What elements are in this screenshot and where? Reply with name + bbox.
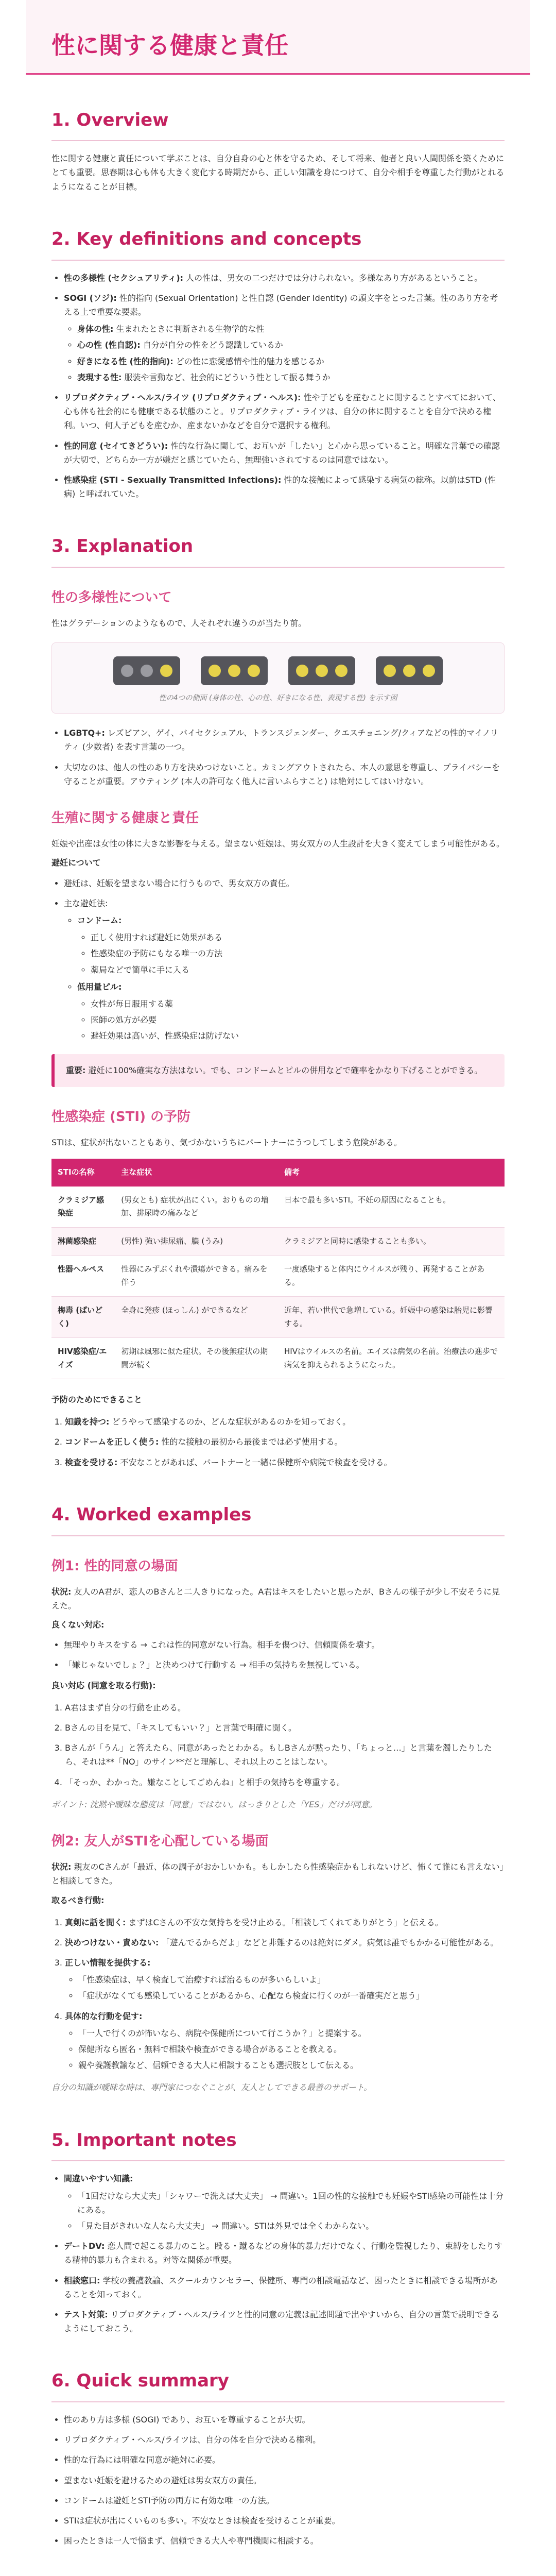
action-sub-item: ◦ 親や養護教諭など、信頼できる大人に相談することも選択肢として伝える。 (78, 2058, 505, 2072)
important-text: 避妊に100%確実な方法はない。でも、コンドームとピルの併用などで確率をかなり下げることができる。 (88, 1065, 483, 1076)
definition-desc: 性的な接触によって感染する病気の総称。以前はSTD (性病) と呼ばれていた。 (64, 474, 496, 499)
summary-item: • 性的な行為には明確な同意が絶対に必要。 (64, 2453, 505, 2467)
prevention-term: 検査を受ける: (65, 1457, 118, 1467)
signal-light (376, 656, 443, 685)
definition-term: SOGI (ソジ): (64, 293, 117, 303)
sti-symptoms: 全身に発疹 (ほっしん) ができるなど (115, 1297, 278, 1338)
situation-label: 状況: (51, 1862, 72, 1872)
sti-title: 性感染症 (STI) の予防 (51, 1109, 191, 1125)
bad-item: • 無理やりキスをする → これは性的同意がない行為。相手を傷つけ、信頼関係を壊す。 (64, 1638, 505, 1652)
note-sub-item: ◦ 「見た目がきれいな人なら大丈夫」 → 間違い。STIは外見では全くわからない。 (77, 2219, 505, 2233)
summary-item: • 性のあり方は多様 (SOGI) であり、お互いを尊重することが大切。 (64, 2413, 505, 2427)
diversity-bullet (64, 760, 505, 788)
important-callout (51, 1054, 505, 1087)
contraception-point (64, 876, 505, 890)
sti-name: 淋菌感染症 (51, 1227, 115, 1256)
definitions-title: 2. Key definitions and concepts (51, 225, 505, 261)
definition-term: 性的同意 (セイてきどうい): (64, 440, 168, 451)
sogi-desc: 生まれたときに判断される生物学的な性 (116, 324, 265, 334)
sti-header-name: STIの名称 (51, 1159, 115, 1187)
sogi-desc: 自分が自分の性をどう認識しているか (143, 340, 283, 350)
action-sub-item: ◦ 「症状がなくても感染していることがあるから、心配なら検査に行くのが一番確実だと思う」 (78, 1989, 505, 2003)
table-row (51, 1297, 505, 1338)
note-item (64, 2308, 505, 2335)
method-detail: ◦ 医師の処方が必要 (91, 1013, 505, 1027)
prevention-desc: 不安なことがあれば、パートナーと一緒に保健所や病院で検査を受ける。 (120, 1457, 392, 1467)
note-term: 間違いやすい知識: (64, 2174, 133, 2184)
example2-note: 自分の知識が曖昧な時は、専門家につなぐことが、友人としてできる最善のサポート。 (51, 2082, 372, 2093)
method-term: コンドーム: (77, 915, 122, 925)
sti-notes: 日本で最も多いSTI。不妊の原因になることも。 (278, 1187, 505, 1228)
sogi-term: 身体の性: (77, 324, 114, 334)
notes-list (51, 2172, 505, 2335)
method-detail: ◦ 避妊効果は高いが、性感染症は防げない (91, 1029, 505, 1043)
contraception-point (64, 896, 505, 1043)
sti-name: クラミジア感染症 (51, 1187, 115, 1228)
sti-name: 性器ヘルペス (51, 1256, 115, 1297)
note-item (64, 2172, 505, 2233)
examples-title: 4. Worked examples (51, 1500, 505, 1536)
sogi-item (77, 322, 505, 336)
good-item: 2. Bさんの目を見て、「キスしてもいい？」と言葉で明確に聞く。 (65, 1721, 505, 1735)
method-term: 低用量ピル: (77, 981, 122, 992)
definition-item (64, 391, 505, 433)
summary-item: • リプロダクティブ・ヘルス/ライツは、自分の体を自分で決める権利。 (64, 2433, 505, 2447)
summary-list (51, 2413, 505, 2548)
actions-list (51, 1916, 505, 2073)
bullet-term: LGBTQ+: (64, 728, 105, 738)
note-term: デートDV: (64, 2241, 105, 2251)
signal-dot (296, 665, 308, 677)
example1-situation (51, 1585, 505, 1613)
prevention-item (65, 1415, 505, 1429)
explanation-title: 3. Explanation (51, 532, 505, 568)
prevention-item (65, 1435, 505, 1449)
sti-intro: STIは、症状が出ないこともあり、気づかないうちにパートナーにうつしてしまう危険がある。 (51, 1137, 402, 1147)
action-sub-item: ◦ 「性感染症は、早く検査して治療すれば治るものが多いらしいよ」 (78, 1973, 505, 1987)
overview-text: 性に関する健康と責任について学ぶことは、自分自身の心と体を守るため、そして将来、他者と良い人間関係を築くためにとても重要。思春期は心も体も大きく変化する時期だから、正しい知識を身につけて、自分や相手を尊重した行動がとれるようになることが目標。 (51, 154, 505, 192)
definition-item (64, 439, 505, 467)
good-label: 良い対応 (同意を取る行動): (51, 1680, 156, 1690)
bad-list (51, 1638, 505, 1672)
sti-notes: HIVはウイルスの名前。エイズは病気の名前。治療法の進歩で病気を抑えられるようになった。 (278, 1338, 505, 1379)
good-item: 3. Bさんが「うん」と答えたら、同意があったとわかる。もしBさんが黙ったり、「ちょっと…」と言葉を濁したりしたら、それは**「NO」のサイン**だと理解し、それ以上のことはしない。 (65, 1741, 505, 1769)
method-detail: ◦ 女性が毎日服用する薬 (91, 997, 505, 1011)
signal-dot (160, 665, 172, 677)
page (26, 0, 530, 2576)
method-detail: ◦ 薬局などで簡単に手に入る (91, 963, 505, 977)
sti-header-notes: 備考 (278, 1159, 505, 1187)
action-desc: まずはCさんの不安な気持ちを受け止める。「相談してくれてありがとう」と伝える。 (128, 1917, 443, 1927)
overview-title: 1. Overview (51, 106, 505, 142)
sti-notes: 近年、若い世代で急増している。妊娠中の感染は胎児に影響する。 (278, 1297, 505, 1338)
diversity-title: 性の多様性について (51, 590, 172, 606)
action-sub-list (65, 2026, 505, 2073)
signal-dot (384, 665, 396, 677)
signal-light (201, 656, 268, 685)
method-details (77, 930, 505, 977)
definition-item (64, 271, 505, 285)
prevention-desc: どうやって感染するのか、どんな症状があるのかを知っておく。 (112, 1417, 351, 1427)
sti-symptoms: 性器にみずぶくれや潰瘍ができる。痛みを伴う (115, 1256, 278, 1297)
figure-caption: 性の4つの側面 (身体の性、心の性、好きになる性、表現する性) を示す図 (159, 694, 397, 703)
notes-title: 5. Important notes (51, 2126, 505, 2162)
definition-item (64, 291, 505, 384)
table-row (51, 1227, 505, 1256)
note-item (64, 2239, 505, 2267)
sti-table (51, 1159, 505, 1379)
situation-label: 状況: (51, 1586, 72, 1597)
prevention-desc: 性的な接触の最初から最後までは必ず使用する。 (161, 1437, 343, 1447)
action-item (65, 1936, 505, 1950)
sti-notes: 一度感染すると体内にウイルスが残り、再発することがある。 (278, 1256, 505, 1297)
good-list (51, 1701, 505, 1789)
content (26, 106, 530, 2576)
point-desc: 避妊は、妊娠を望まない場合に行うもので、男女双方の責任。 (64, 878, 294, 888)
sti-symptoms: (男性) 強い排尿痛、膿 (うみ) (115, 1227, 278, 1256)
note-item (64, 2274, 505, 2301)
signal-dot (141, 665, 153, 677)
action-item (65, 1956, 505, 2003)
signal-light (288, 656, 355, 685)
definition-desc: 性的指向 (Sexual Orientation) と性自認 (Gender Identity) の頭文字をとった言葉。性のあり方を考える上で重要な要素。 (64, 293, 498, 317)
example1-point: ポイント: 沈黙や曖昧な態度は「同意」ではない。はっきりとした「YES」だけが同意。 (51, 1799, 377, 1809)
page-header (26, 0, 530, 75)
sti-symptoms: 初期は風邪に似た症状。その後無症状の期間が続く (115, 1338, 278, 1379)
action-term: 具体的な行動を促す: (65, 2011, 143, 2021)
diversity-bullets (51, 726, 505, 788)
method-detail: ◦ 正しく使用すれば避妊に効果がある (91, 930, 505, 944)
signal-dot (208, 665, 221, 677)
definition-desc: 人の性は、男女の二つだけでは分けられない。多様なあり方があるということ。 (186, 273, 483, 283)
actions-label: 取るべき行動: (51, 1895, 105, 1905)
definitions-list (51, 271, 505, 501)
table-row (51, 1256, 505, 1297)
prevention-term: 知識を持つ: (65, 1417, 110, 1427)
signal-dot (316, 665, 328, 677)
situation-text: 親友のCさんが「最近、体の調子がおかしいかも。もしかしたら性感染症かもしれないけど、怖くて誰にも言えない」と相談してきた。 (51, 1862, 504, 1886)
example2-situation (51, 1860, 505, 1888)
note-term: テスト対策: (64, 2309, 108, 2319)
diversity-intro: 性はグラデーションのようなもので、人それぞれ違うのが当たり前。 (51, 618, 307, 629)
definition-term: 性の多様性 (セクシュアリティ): (64, 273, 184, 283)
signal-dot (248, 665, 260, 677)
health-intro: 妊娠や出産は女性の体に大きな影響を与える。望まない妊娠は、男女双方の人生設計を大きく変えてしまう可能性がある。 (51, 839, 505, 849)
sti-notes: クラミジアと同時に感染することも多い。 (278, 1227, 505, 1256)
good-item: 1. A君はまず自分の行動を止める。 (65, 1701, 505, 1715)
action-desc: 「遊んでるからだよ」などと非難するのは絶対にダメ。病気は誰でもかかる可能性がある。 (161, 1937, 499, 1947)
point-desc: 主な避妊法: (64, 898, 108, 908)
definition-desc: 性的な行為に関して、お互いが「したい」と心から思っていること。明確な言葉での確認が大切で、どちらか一方が嫌だと感じていたら、無理強いされてするのは同意ではない。 (64, 440, 500, 465)
sti-symptoms: (男女とも) 症状が出にくい。おりものの増加、排尿時の痛みなど (115, 1187, 278, 1228)
sogi-desc: 服装や言動など、社会的にどういう性として振る舞うか (124, 372, 331, 382)
bullet-desc: 大切なのは、他人の性のあり方を決めつけないこと。カミングアウトされたら、本人の意思を尊重し、プライバシーを守ることが重要。アウティング (本人の許可なく他人に言いふらすこと) は絶対にしてはいけない。 (64, 762, 500, 786)
action-sub-item: ◦ 保健所なら匿名・無料で相談や検査ができる場合があることを教える。 (78, 2042, 505, 2056)
page-title: 性に関する健康と責任 (51, 31, 288, 59)
sti-name: HIV感染症/エイズ (51, 1338, 115, 1379)
signal-dot (423, 665, 435, 677)
signal-dot (121, 665, 133, 677)
footer-space (51, 2554, 505, 2574)
contraception-label: 避妊について (51, 858, 101, 868)
signal-row (62, 656, 494, 685)
definition-item (64, 473, 505, 501)
sogi-sub-list (64, 322, 505, 384)
prevention-item (65, 1455, 505, 1469)
sogi-term: 表現する性: (77, 372, 122, 382)
method-list (64, 913, 505, 1043)
summary-item: • 望まない妊娠を避けるための避妊は男女双方の責任。 (64, 2473, 505, 2487)
bullet-desc: レズビアン、ゲイ、バイセクシュアル、トランスジェンダー、クエスチョニング/クィアなどの性的マイノリティ (少数者) を表す言葉の一つ。 (64, 728, 498, 752)
action-term: 決めつけない・責めない: (65, 1937, 159, 1947)
prevention-label: 予防のためにできること (51, 1395, 143, 1404)
example1-title: 例1: 性的同意の場面 (51, 1558, 178, 1574)
sogi-desc: どの性に恋愛感情や性的魅力を感じるか (176, 356, 324, 366)
summary-item: • 困ったときは一人で悩まず、信頼できる大人や専門機関に相談する。 (64, 2534, 505, 2548)
diversity-bullet (64, 726, 505, 754)
action-sub-list (65, 1973, 505, 2003)
definition-term: リプロダクティブ・ヘルス/ライツ (リプロダクティブ・ヘルス): (64, 392, 301, 402)
good-item: 4. 「そっか、わかった。嫌なことしてごめんね」と相手の気持ちを尊重する。 (65, 1775, 505, 1789)
table-row (51, 1338, 505, 1379)
important-label: 重要: (66, 1065, 86, 1076)
sogi-item (77, 370, 505, 384)
sti-header-symptoms: 主な症状 (115, 1159, 278, 1187)
method-item (77, 980, 505, 1043)
summary-item: • コンドームは避妊とSTI予防の両方に有効な唯一の方法。 (64, 2494, 505, 2507)
action-term: 正しい情報を提供する: (65, 1958, 151, 1968)
example2-title: 例2: 友人がSTIを心配している場面 (51, 1833, 269, 1849)
sti-name: 梅毒 (ばいどく) (51, 1297, 115, 1338)
action-term: 真剣に話を聞く: (65, 1917, 126, 1927)
note-sub-item: ◦ 「1回だけなら大丈夫」「シャワーで洗えば大丈夫」 → 間違い。1回の性的な接触でも妊娠やSTI感染の可能性は十分にある。 (77, 2189, 505, 2217)
sogi-term: 好きになる性 (性的指向): (77, 356, 173, 366)
note-desc: 学校の養護教諭、スクールカウンセラー、保健所、専門の相談電話など、困ったときに相談できる場所があることを知っておく。 (64, 2275, 498, 2299)
summary-title: 6. Quick summary (51, 2366, 505, 2402)
table-row (51, 1187, 505, 1228)
definition-term: 性感染症 (STI - Sexually Transmitted Infections): (64, 474, 282, 485)
situation-text: 友人のA君が、恋人のBさんと二人きりになった。A君はキスをしたいと思ったが、Bさんの様子が少し不安そうに見えた。 (51, 1586, 500, 1611)
contraception-list (51, 876, 505, 1043)
bad-label: 良くない対応: (51, 1620, 105, 1630)
signal-dot (228, 665, 240, 677)
method-details (77, 997, 505, 1043)
signal-dot (403, 665, 415, 677)
sogi-item (77, 354, 505, 368)
summary-item: • STIは症状が出にくいものも多い。不安なときは検査を受けることが重要。 (64, 2514, 505, 2528)
action-item (65, 2009, 505, 2073)
health-title: 生殖に関する健康と責任 (51, 810, 199, 826)
sti-table-header-row (51, 1159, 505, 1187)
definition-desc: 性や子どもを産むことに関することすべてにおいて、心も体も社会的にも健康である状態のこと。リプロダクティブ・ライツは、自分の体に関することを自分で決める権利。いつ、何人子どもを産むか、産まないかなどを自分で選択する権利。 (64, 392, 501, 431)
diversity-figure (51, 642, 505, 714)
sogi-term: 心の性 (性自認): (77, 340, 141, 350)
note-desc: 恋人間で起こる暴力のこと。殴る・蹴るなどの身体的暴力だけでなく、行動を監視したり、束縛をしたりする精神的暴力も含まれる。対等な関係が重要。 (64, 2241, 503, 2265)
action-sub-item: ◦ 「一人で行くのが怖いなら、病院や保健所について行こうか？」と提案する。 (78, 2026, 505, 2040)
action-item (65, 1916, 505, 1929)
note-sub-list (64, 2189, 505, 2233)
note-term: 相談窓口: (64, 2275, 100, 2285)
signal-light (113, 656, 180, 685)
sogi-item (77, 338, 505, 352)
method-item (77, 913, 505, 977)
signal-dot (335, 665, 348, 677)
note-desc: リプロダクティブ・ヘルス/ライツと性的同意の定義は記述問題で出やすいから、自分の言葉で説明できるようにしておこう。 (64, 2309, 500, 2334)
prevention-term: コンドームを正しく使う: (65, 1437, 159, 1447)
prevention-list (51, 1415, 505, 1469)
bad-item: • 「嫌じゃないでしょ？」と決めつけて行動する → 相手の気持ちを無視している。 (64, 1658, 505, 1672)
method-detail: ◦ 性感染症の予防にもなる唯一の方法 (91, 946, 505, 960)
